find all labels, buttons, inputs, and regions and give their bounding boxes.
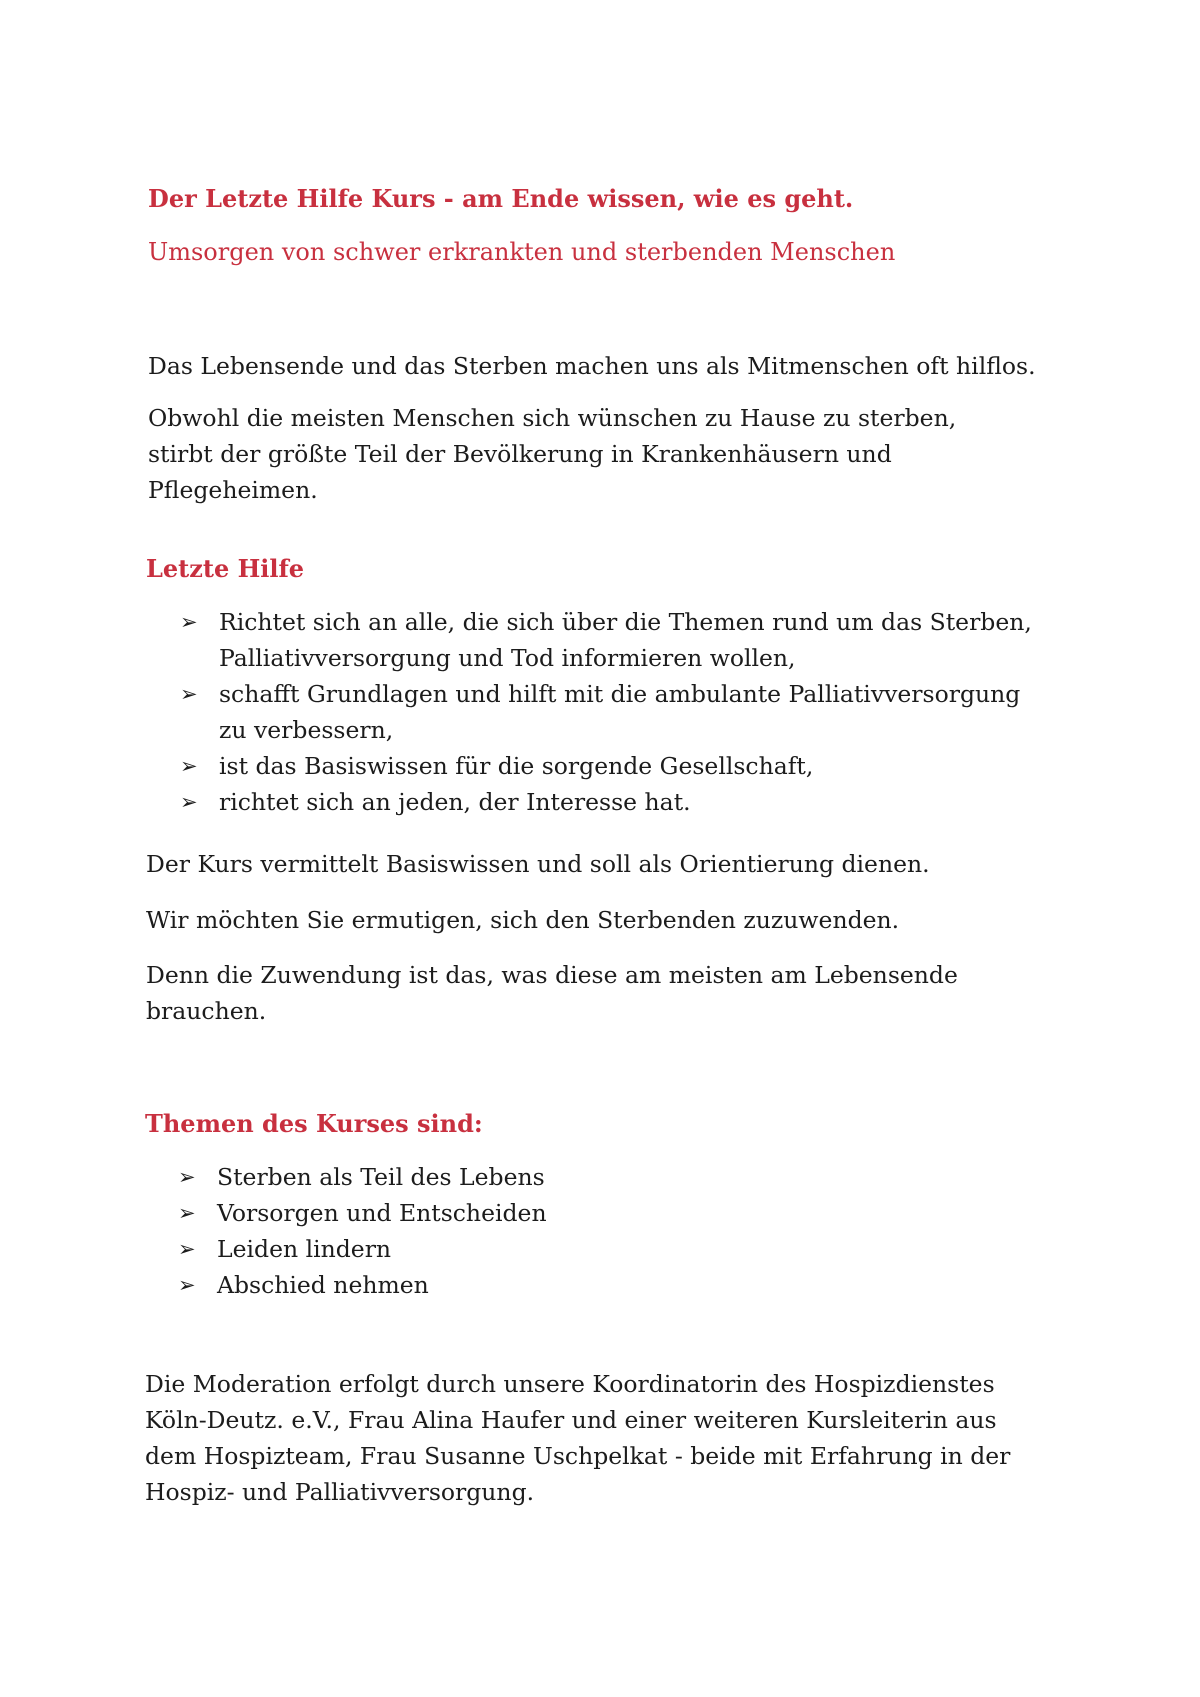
list-item [180,748,1040,784]
list-item [180,676,1040,748]
list-item [178,1159,878,1195]
section-heading-letzte-hilfe: Letzte Hilfe [146,554,305,583]
course-paragraph-3: Denn die Zuwendung ist das, was diese am meisten am Lebensende brauchen. [146,961,958,1025]
letzte-hilfe-list [180,604,1040,820]
moderation-paragraph: Die Moderation erfolgt durch unsere Koordinatorin des Hospizdienstes Köln-Deutz. e.V., Frau Alina Haufer und einer weiteren Kursleiterin aus dem Hospizteam, Frau Susanne Uschpelkat - beide mit Erfahrung in der Hospiz- und Palliativversorgung. [145,1370,1011,1506]
themen-list [178,1159,878,1303]
list-item [178,1195,878,1231]
arrowhead-bullet-icon: ➢ [180,790,198,814]
list-item-text: Richtet sich an alle, die sich über die Themen rund um das Sterben, Palliativversorgung und Tod informieren wollen, [219,608,1032,672]
section-heading-themen: Themen des Kurses sind: [145,1109,483,1138]
arrowhead-bullet-icon: ➢ [178,1201,196,1225]
list-item-text: richtet sich an jeden, der Interesse hat. [219,788,691,816]
list-item-text: Abschied nehmen [217,1271,429,1299]
arrowhead-bullet-icon: ➢ [178,1165,196,1189]
intro-paragraph-1: Das Lebensende und das Sterben machen uns als Mitmenschen oft hilflos. [148,352,1036,380]
list-item [180,604,1040,676]
list-item [180,784,1040,820]
list-item-text: Vorsorgen und Entscheiden [217,1199,547,1227]
course-paragraph-2: Wir möchten Sie ermutigen, sich den Sterbenden zuzuwenden. [146,906,900,934]
list-item-text: ist das Basiswissen für die sorgende Gesellschaft, [219,752,814,780]
arrowhead-bullet-icon: ➢ [180,682,198,706]
list-item [178,1231,878,1267]
arrowhead-bullet-icon: ➢ [178,1237,196,1261]
list-item-text: Sterben als Teil des Lebens [217,1163,545,1191]
intro-paragraph-2: Obwohl die meisten Menschen sich wünschen zu Hause zu sterben, stirbt der größte Teil der Bevölkerung in Krankenhäusern und Pflegeheimen. [148,404,957,504]
arrowhead-bullet-icon: ➢ [180,754,198,778]
arrowhead-bullet-icon: ➢ [180,610,198,634]
list-item-text: schafft Grundlagen und hilft mit die ambulante Palliativversorgung zu verbessern, [219,680,1021,744]
page-subtitle: Umsorgen von schwer erkrankten und sterbenden Menschen [148,238,896,266]
course-paragraph-1: Der Kurs vermittelt Basiswissen und soll als Orientierung dienen. [146,850,930,878]
list-item-text: Leiden lindern [217,1235,392,1263]
list-item [178,1267,878,1303]
arrowhead-bullet-icon: ➢ [178,1273,196,1297]
page-title: Der Letzte Hilfe Kurs - am Ende wissen, wie es geht. [148,184,854,213]
